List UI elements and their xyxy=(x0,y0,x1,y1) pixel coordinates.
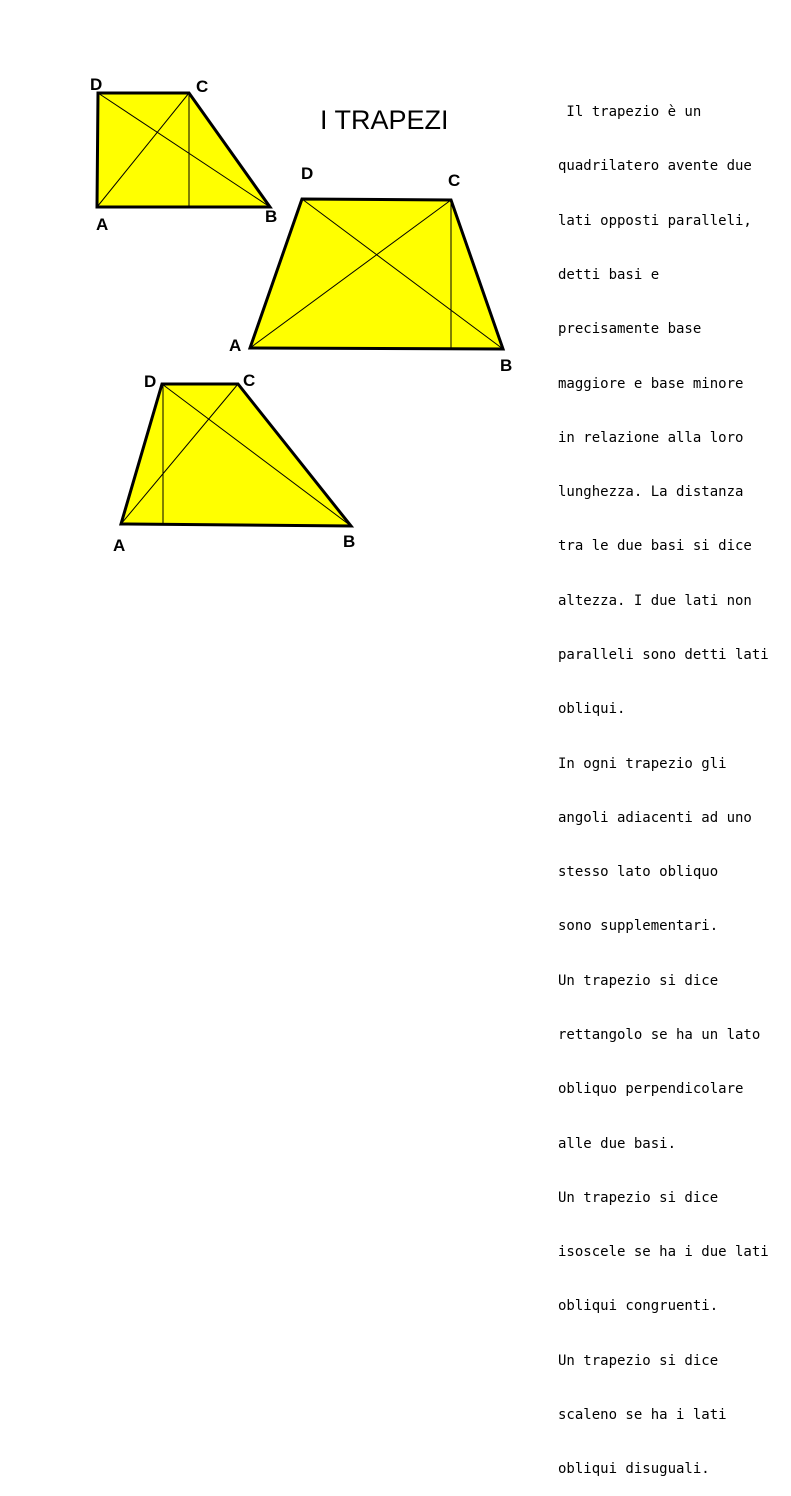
description-line: detti basi e xyxy=(558,267,660,284)
vertex-label-d: D xyxy=(301,164,314,183)
vertex-label-c: C xyxy=(448,171,461,190)
vertex-label-a: A xyxy=(229,336,242,355)
description-line: Un trapezio si dice xyxy=(558,972,719,989)
description-line: altezza. I due lati non xyxy=(558,592,752,609)
vertex-label-c: C xyxy=(243,371,256,390)
description-text xyxy=(558,67,790,1496)
vertex-label-b: B xyxy=(343,532,356,551)
vertex-label-c: C xyxy=(196,77,209,96)
description-line: obliquo perpendicolare xyxy=(558,1081,744,1098)
description-line: precisamente base xyxy=(558,321,702,338)
vertex-label-d: D xyxy=(144,372,157,391)
description-line: Un trapezio si dice xyxy=(558,1352,719,1369)
description-line: isoscele se ha i due lati xyxy=(558,1244,769,1261)
description-line: Un trapezio si dice xyxy=(558,1189,719,1206)
vertex-label-d: D xyxy=(90,75,103,94)
description-line: maggiore e base minore xyxy=(558,375,744,392)
trapezoid-scalene xyxy=(113,371,355,555)
trapezoid-isosceles-shape xyxy=(250,199,503,349)
description-line: in relazione alla loro xyxy=(558,429,744,446)
description-line: scaleno se ha i lati xyxy=(558,1406,727,1423)
description-line: lati opposti paralleli, xyxy=(558,212,752,229)
description-line: lunghezza. La distanza xyxy=(558,484,744,501)
description-line: sono supplementari. xyxy=(558,918,719,935)
description-line: alle due basi. xyxy=(558,1135,677,1152)
description-line: Il trapezio è un xyxy=(558,104,702,121)
description-line: In ogni trapezio gli xyxy=(558,755,727,772)
description-line: quadrilatero avente due xyxy=(558,158,752,175)
vertex-label-b: B xyxy=(265,207,278,226)
trapezoid-isosceles xyxy=(229,164,512,375)
vertex-label-b: B xyxy=(500,356,513,375)
description-line: obliqui congruenti. xyxy=(558,1298,719,1315)
description-line: tra le due basi si dice xyxy=(558,538,752,555)
trapezoid-rectangle xyxy=(90,75,277,234)
vertex-label-a: A xyxy=(96,215,109,234)
description-line: obliqui. xyxy=(558,701,626,718)
description-line: stesso lato obliquo xyxy=(558,864,719,881)
description-line: rettangolo se ha un lato xyxy=(558,1026,761,1043)
description-line: paralleli sono detti lati xyxy=(558,647,769,663)
page-title: I TRAPEZI xyxy=(320,105,449,135)
description-line: angoli adiacenti ad uno xyxy=(558,809,752,826)
description-line: obliqui disuguali. xyxy=(558,1461,710,1478)
trapezoid-scalene-shape xyxy=(121,384,351,526)
vertex-label-a: A xyxy=(113,536,126,555)
